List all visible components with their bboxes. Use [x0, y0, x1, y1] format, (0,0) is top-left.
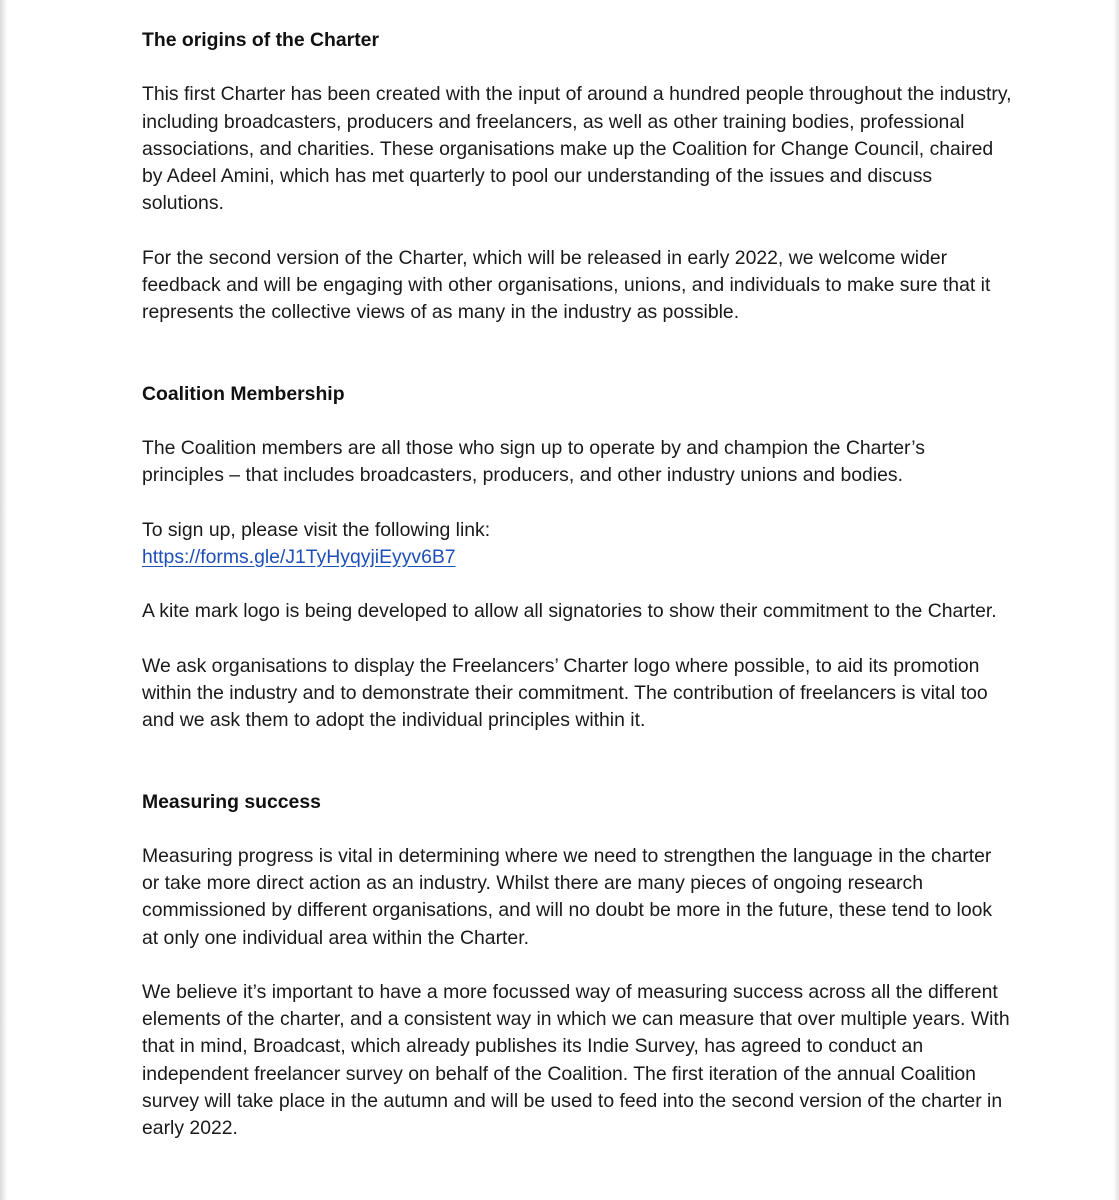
signup-link[interactable]: https://forms.gle/J1TyHyqyjiEyyv6B7 — [142, 545, 456, 568]
membership-paragraph-3: A kite mark logo is being developed to allow all signatories to show their commitment to the Charter. — [142, 600, 997, 623]
membership-paragraph-4: We ask organisations to display the Freelancers’ Charter logo where possible, to aid its promotion within the industry and to demonstrate their commitment. The contribution of freelancers is vital too and we ask them to adopt the individual principles within it. — [142, 654, 988, 731]
section-heading-origins: The origins of the Charter — [142, 29, 380, 51]
measuring-paragraph-1: Measuring progress is vital in determining where we need to strengthen the language in the charter or take more direct action as an industry. Whilst there are many pieces of ongoing research commissioned by different organisations, and will no doubt be more in the future, these tend to look at only one individual area within the Charter. — [142, 844, 993, 949]
origins-paragraph-2: For the second version of the Charter, which will be released in early 2022, we welcome wider feedback and will be engaging with other organisations, unions, and individuals to make sure that it represents the collective views of as many in the industry as possible. — [142, 246, 991, 323]
document-body — [142, 27, 1012, 1142]
measuring-paragraph-2: We believe it’s important to have a more focussed way of measuring success across all the different elements of the charter, and a consistent way in which we can measure that over multiple years. With that in mind, Broadcast, which already publishes its Indie Survey, has agreed to conduct an independent freelancer survey on behalf of the Coalition. The first iteration of the annual Coalition survey will take place in the autumn and will be used to feed into the second version of the charter in early 2022. — [142, 980, 1010, 1139]
page-right-edge — [1112, 0, 1119, 1200]
signup-instruction: To sign up, please visit the following link: — [142, 518, 491, 541]
origins-paragraph-1: This first Charter has been created with the input of around a hundred people throughout the industry, including broadcasters, producers and freelancers, as well as other training bodies, professional associations, and charities. These organisations make up the Coalition for Change Council, chaired by Adeel Amini, which has met quarterly to pool our understanding of the issues and discuss solutions. — [142, 83, 1012, 215]
section-heading-measuring: Measuring success — [142, 790, 321, 813]
page-left-edge — [0, 0, 8, 1200]
membership-signup-text — [142, 517, 1012, 571]
membership-paragraph-1: The Coalition members are all those who sign up to operate by and champion the Charter’s principles – that includes broadcasters, producers, and other industry unions and bodies. — [142, 436, 925, 487]
section-heading-membership: Coalition Membership — [142, 382, 345, 405]
